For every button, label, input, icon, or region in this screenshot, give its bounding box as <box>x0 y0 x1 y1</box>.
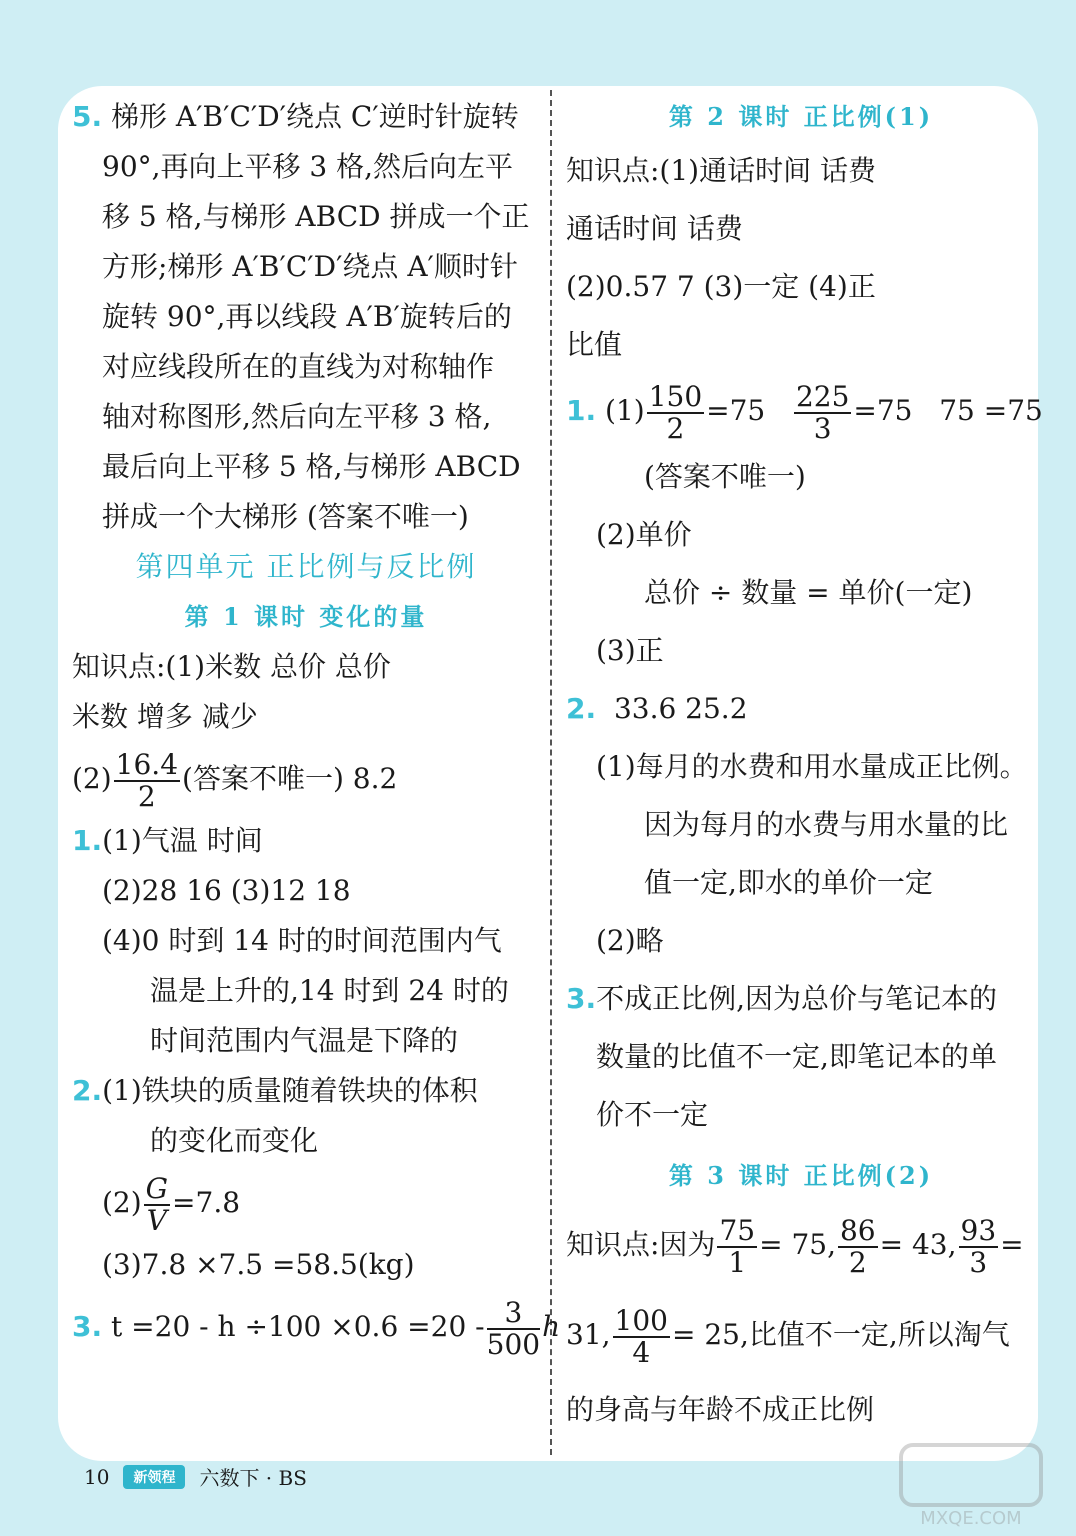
watermark-text: MXQE.COM <box>920 1508 1022 1529</box>
q1-line-3: (4)0 时到 14 时的时间范围内气 <box>102 924 502 957</box>
book-label: 六数下 · BS <box>199 1466 307 1490</box>
q5-line-4: 方形;梯形 A′B′C′D′绕点 A′顺时针 <box>102 250 518 283</box>
q5-line-7: 轴对称图形,然后向左平移 3 格, <box>102 400 492 433</box>
r-q2-line-1: (1)每月的水费和用水量成正比例。 <box>596 750 1028 783</box>
q5-line-9: 拼成一个大梯形 (答案不唯一) <box>102 500 469 533</box>
r-q2-line-4: (2)略 <box>596 924 664 957</box>
r-q1-line-1: 1. (1) $\frac{150}{2}$ =75 $\frac{225}{3}$ =75 75 =75 <box>566 379 1043 445</box>
q1-line-4: 温是上升的,14 时到 24 时的 <box>150 974 509 1007</box>
fraction: $\frac{75}{1}$ <box>719 1213 756 1279</box>
q1-line-2: (2)28 16 (3)12 18 <box>102 874 351 907</box>
r-k3-line-3: 的身高与年龄不成正比例 <box>566 1393 875 1426</box>
fraction: $\frac{93}{3}$ <box>960 1213 997 1279</box>
r-knowledge-line-1: 知识点:(1)通话时间 话费 <box>566 154 876 187</box>
q5-line-5: 旋转 90°,再以线段 A′B′旋转后的 <box>102 300 512 333</box>
q5-line-6: 对应线段所在的直线为对称轴作 <box>102 350 495 383</box>
q5-line-2: 90°,再向上平移 3 格,然后向左平 <box>102 150 514 183</box>
fraction: $\frac{3}{500}$ <box>486 1295 541 1361</box>
lesson-1-title: 第 1 课时 变化的量 <box>184 602 428 631</box>
lesson-3-title: 第 3 课时 正比例(2) <box>668 1161 934 1190</box>
watermark-logo-icon <box>896 1440 1046 1530</box>
q2-line-2: 的变化而变化 <box>150 1124 319 1157</box>
r-knowledge-line-3: (2)0.57 7 (3)一定 (4)正 <box>566 270 876 303</box>
r-q3-line-3: 价不一定 <box>596 1098 709 1131</box>
r-q1-line-4: (3)正 <box>596 634 664 667</box>
r-q2-line-3: 值一定,即水的单价一定 <box>644 866 933 899</box>
q1-line-5: 时间范围内气温是下降的 <box>150 1024 459 1057</box>
page-footer <box>84 1462 307 1491</box>
r-knowledge-line-4: 比值 <box>566 328 623 361</box>
lesson-2-title: 第 2 课时 正比例(1) <box>668 102 934 131</box>
q2-line-1: 2.(1)铁块的质量随着铁块的体积 <box>72 1074 478 1107</box>
q3-line-1: 3. t =20 - h ÷100 ×0.6 =20 - $\frac{3}{500}$ h <box>72 1295 561 1361</box>
left-column <box>72 92 561 1364</box>
q5-line-1: 5. 梯形 A′B′C′D′绕点 C′逆时针旋转 <box>72 100 519 133</box>
knowledge-line-1: 知识点:(1)米数 总价 总价 <box>72 650 391 683</box>
unit-title: 第四单元 正比例与反比例 <box>135 550 477 583</box>
r-q3-line-1: 3.不成正比例,因为总价与笔记本的 <box>566 982 998 1015</box>
r-q1-line-3: 总价 ÷ 数量 = 单价(一定) <box>644 576 973 609</box>
r-k3-line-2: 31, $\frac{100}{4}$ = 25,比值不一定,所以淘气 <box>566 1303 1010 1369</box>
r-q2-line-0: 2. 33.6 25.2 <box>566 692 748 725</box>
r-k3-line-1: 知识点:因为 $\frac{75}{1}$ = 75, $\frac{86}{2}$ = 43, $\frac{93}{3}$ = <box>566 1213 1024 1279</box>
right-column <box>566 92 1043 1442</box>
brand-badge: 新领程 <box>123 1465 185 1489</box>
r-q2-line-2: 因为每月的水费与用水量的比 <box>644 808 1009 841</box>
fraction: $\frac{100}{4}$ <box>614 1303 668 1369</box>
q1-line-1: 1.(1)气温 时间 <box>72 824 263 857</box>
r-q3-line-2: 数量的比值不一定,即笔记本的单 <box>596 1040 997 1073</box>
fraction: $\frac{225}{3}$ <box>795 379 850 445</box>
q2-line-4: (3)7.8 ×7.5 =58.5(kg) <box>102 1248 415 1281</box>
r-q1-line-2: (2)单价 <box>596 518 692 551</box>
fraction: $\frac{16.4}{2}$ <box>115 747 179 813</box>
column-divider <box>550 90 552 1455</box>
knowledge-line-3: (2) $\frac{16.4}{2}$ (答案不唯一) 8.2 <box>72 747 398 813</box>
fraction: $\frac{G}{V}$ <box>145 1171 169 1237</box>
knowledge-line-2: 米数 增多 减少 <box>72 700 258 733</box>
q5-line-3: 移 5 格,与梯形 ABCD 拼成一个正 <box>102 200 530 233</box>
q5-line-8: 最后向上平移 5 格,与梯形 ABCD <box>102 450 521 483</box>
r-q1-note: (答案不唯一) <box>644 460 806 493</box>
r-knowledge-line-2: 通话时间 话费 <box>566 212 743 245</box>
fraction: $\frac{150}{2}$ <box>648 379 703 445</box>
page-number: 10 <box>84 1464 110 1489</box>
q2-line-3: (2) $\frac{G}{V}$ =7.8 <box>102 1171 241 1237</box>
fraction: $\frac{86}{2}$ <box>839 1213 876 1279</box>
